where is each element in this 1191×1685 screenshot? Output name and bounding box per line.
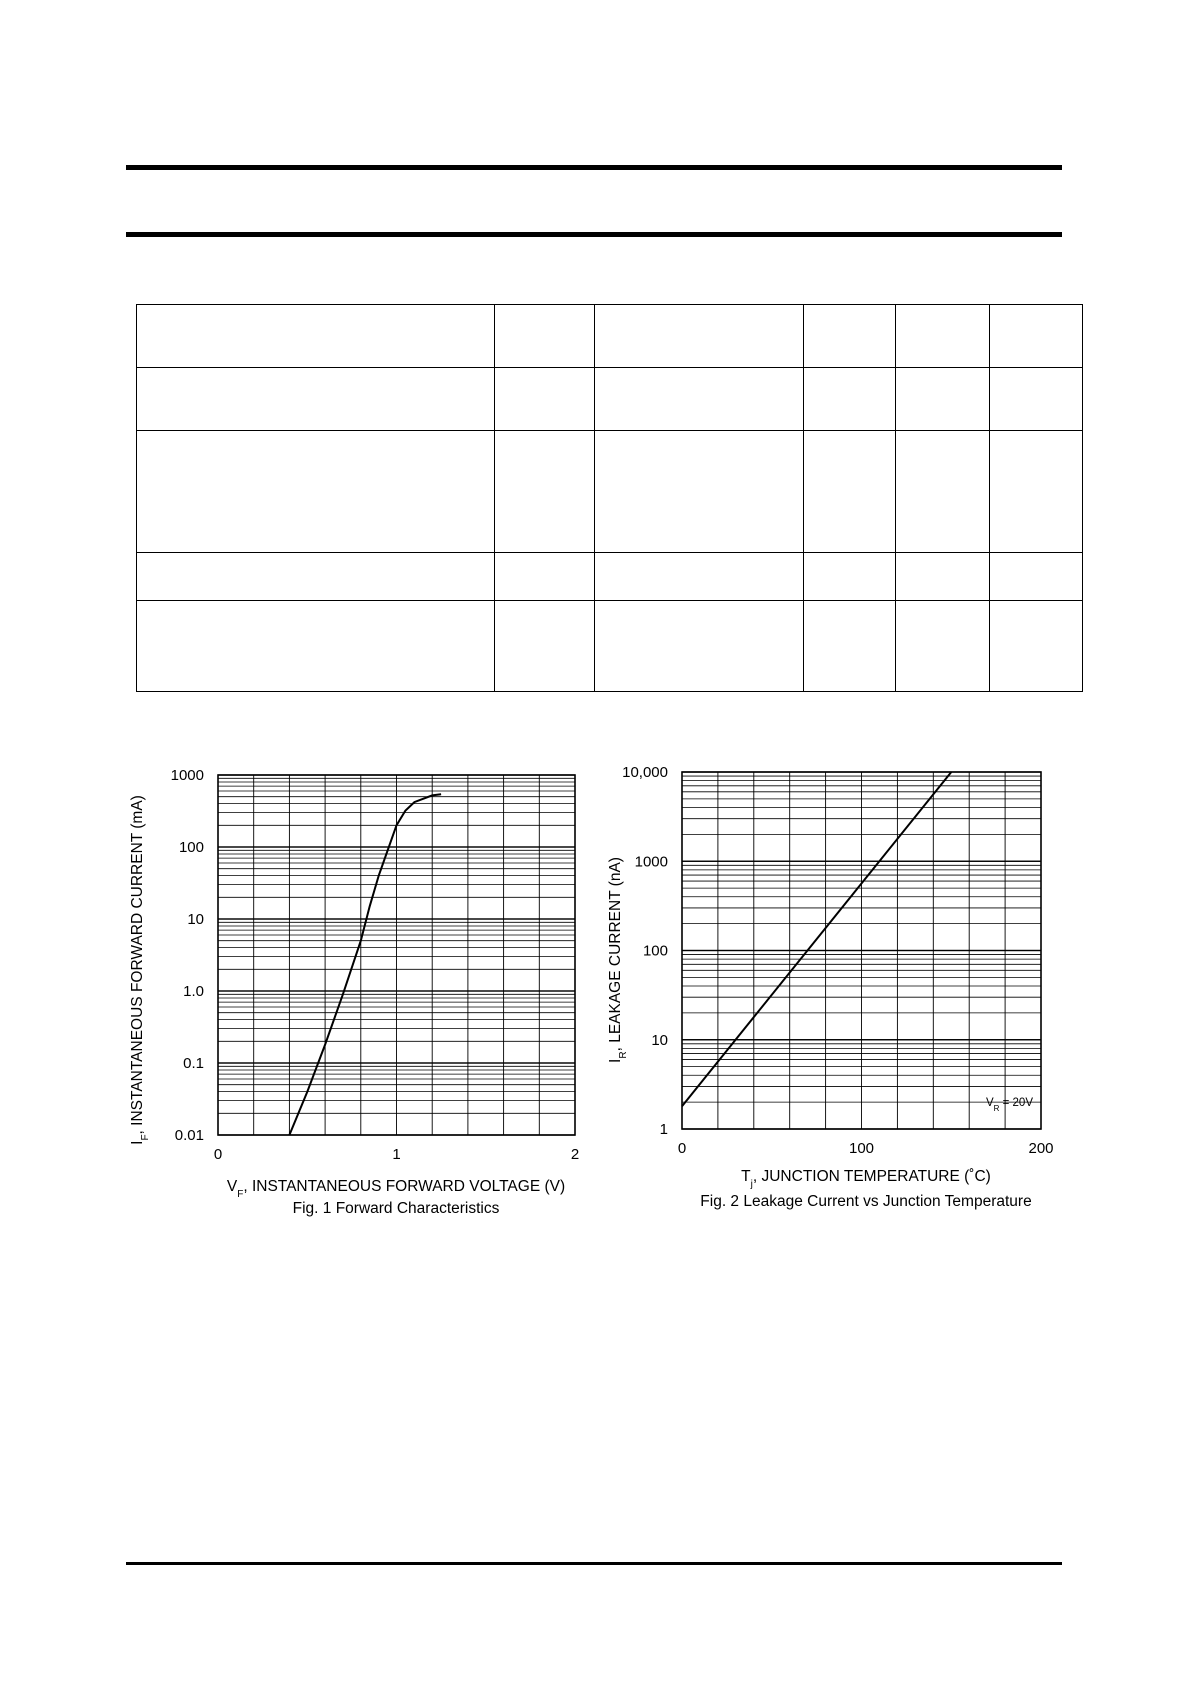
footer-rule (126, 1562, 1062, 1565)
y-tick-label: 10 (651, 1031, 668, 1049)
table-cell (804, 431, 896, 553)
table-row (137, 601, 1083, 692)
x-tick-label: 0 (213, 1146, 223, 1163)
table-cell (595, 553, 804, 601)
x-tick-label: 100 (848, 1140, 875, 1157)
leakage-current-chart (608, 760, 1068, 1220)
y-tick-label: 10 (187, 911, 204, 928)
table-cell (990, 601, 1083, 692)
bias-annotation: $V_R = 20V$ (985, 1097, 1033, 1113)
table-cell (804, 368, 896, 431)
y-axis-label: $I_R$, LEAKAGE CURRENT (nA) (607, 857, 629, 1063)
tick-labels (171, 767, 580, 1163)
specifications-table (136, 304, 1083, 692)
forward-current-curve (289, 794, 441, 1135)
table-row (137, 431, 1083, 553)
x-tick-label: 2 (570, 1146, 580, 1163)
leakage-current-curve (682, 772, 951, 1106)
table-cell (137, 601, 495, 692)
table-cell (137, 305, 495, 368)
table-cell (896, 601, 990, 692)
y-tick-label: 0.01 (174, 1127, 204, 1144)
table-cell (804, 553, 896, 601)
table-cell (990, 305, 1083, 368)
chart-grid (218, 775, 575, 1135)
table-cell (137, 431, 495, 553)
header-rule-bottom (126, 232, 1062, 237)
table-cell (495, 305, 595, 368)
table-cell (896, 553, 990, 601)
y-tick-label: 1000 (634, 853, 668, 871)
figure-caption: Fig. 2 Leakage Current vs Junction Temperature (700, 1193, 1032, 1210)
y-tick-label: 100 (642, 942, 668, 960)
table-cell (804, 601, 896, 692)
y-tick-label: 1000 (170, 767, 204, 784)
x-axis-label: $T_j$, JUNCTION TEMPERATURE (˚C) (741, 1168, 991, 1190)
table-cell (896, 368, 990, 431)
table-row (137, 553, 1083, 601)
table-cell (495, 368, 595, 431)
table-cell (896, 305, 990, 368)
table-cell (495, 601, 595, 692)
table-cell (595, 368, 804, 431)
figure-caption: Fig. 1 Forward Characteristics (292, 1200, 500, 1217)
table-cell (137, 368, 495, 431)
y-tick-label: 100 (178, 839, 204, 856)
table-cell (495, 431, 595, 553)
table-cell (990, 553, 1083, 601)
table-cell (595, 601, 804, 692)
x-axis-label: $V_F$, INSTANTANEOUS FORWARD VOLTAGE (V) (226, 1178, 566, 1200)
table-row (137, 368, 1083, 431)
table-cell (495, 553, 595, 601)
x-tick-label: 200 (1028, 1140, 1054, 1157)
table-header-row (137, 305, 1083, 368)
x-tick-label: 1 (392, 1146, 401, 1163)
y-tick-label: 1 (659, 1121, 668, 1138)
table-cell (595, 305, 804, 368)
y-tick-label: 1.0 (183, 983, 204, 1000)
y-tick-label: 0.1 (183, 1055, 204, 1072)
forward-characteristics-chart (130, 760, 590, 1220)
header-rule-top (126, 165, 1062, 170)
table-cell (990, 431, 1083, 553)
y-tick-label: 10,000 (622, 764, 668, 781)
table-cell (990, 368, 1083, 431)
table-cell (137, 553, 495, 601)
y-axis-label: $I_F$, INSTANTANEOUS FORWARD CURRENT (mA) (129, 795, 151, 1145)
chart-grid (682, 772, 1041, 1129)
x-tick-label: 0 (677, 1140, 687, 1157)
table-cell (595, 431, 804, 553)
table-cell (804, 305, 896, 368)
table-cell (896, 431, 990, 553)
